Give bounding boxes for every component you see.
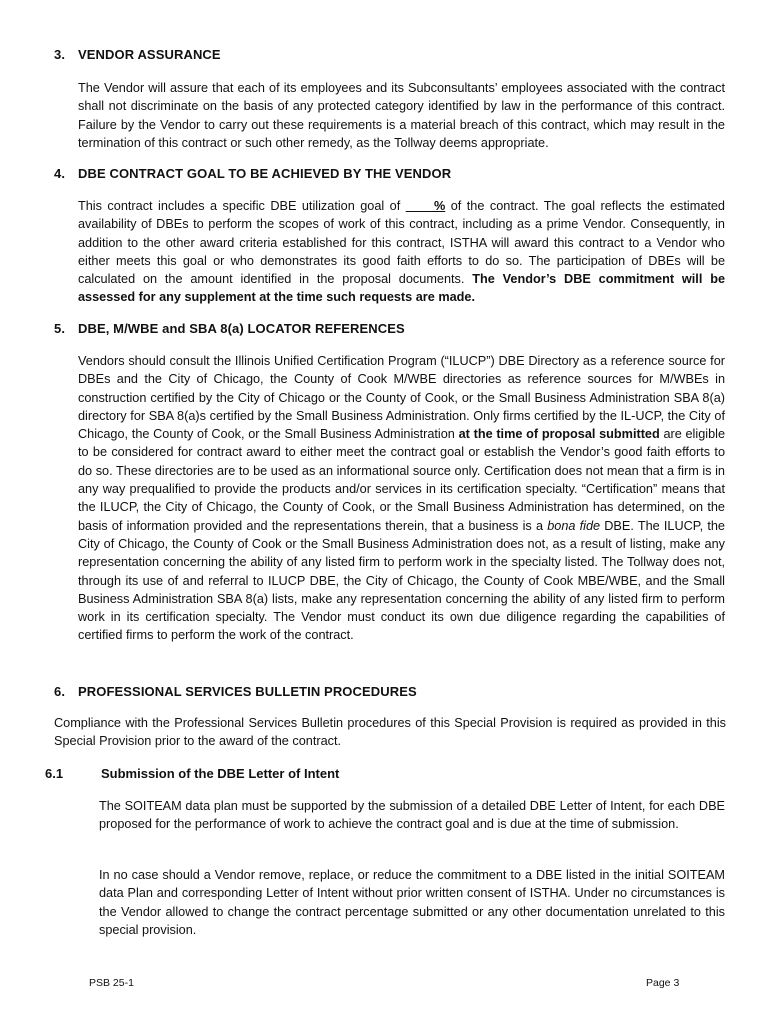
section-6-heading — [54, 684, 417, 699]
section-3-title: VENDOR ASSURANCE — [78, 47, 221, 62]
section-6-body: Compliance with the Professional Services Bulletin procedures of this Special Provision is required as provided in this Special Provision prior to the award of the contract. — [54, 716, 726, 749]
section-5-body — [78, 352, 725, 645]
section-6-title: PROFESSIONAL SERVICES BULLETIN PROCEDURES — [78, 684, 417, 699]
section-6-1-para-2: In no case should a Vendor remove, replace, or reduce the commitment to a DBE listed in the initial SOITEAM data Plan and corresponding Letter of Intent without prior written consent of ISTHA. Under no circumstances is the Vendor allowed to change the contract percentage submitted or any other documentation unrelated to this special provision. — [99, 868, 725, 937]
section-4-heading — [54, 166, 451, 181]
section-5-body-bold: at the time of proposal submitted — [458, 427, 660, 442]
dbe-goal-blank: ____% — [405, 199, 446, 213]
section-3-number: 3. — [54, 47, 66, 62]
section-4-body-bold: The Vendor’s DBE commitment will be assessed for any supplement at the time such requests are made. — [78, 272, 725, 305]
section-5-body-mid: are eligible to be considered for contract award to either meet the contract goal or establish the Vendor’s good faith efforts to do so. These directories are to be used as an informational source only. Certification does not mean that a firm is in any way prequalified to provide the products and/or services in its certification specialty. “Certification” means that the ILUCP, the City of Chicago, the County of Cook, or the Small Business Administration has determined, on the basis of information provided and the representations therein, that a business is a — [78, 427, 725, 533]
section-4-number: 4. — [54, 166, 66, 181]
section-5-body-italic: bona fide — [547, 518, 601, 533]
footer-doc-id: PSB 25-1 — [89, 977, 134, 989]
section-5-body-post: DBE. The ILUCP, the City of Chicago, the County of Cook or the Small Business Administration does not, as a result of listing, make any representation concerning the ability of any listed firm to perform work in the specialty listed. The Tollway does not, through its use of and referral to ILUCP DBE, the City of Chicago, the County of Cook MBE/WBE, and the Small Business Administration SBA 8(a) lists, make any representation concerning the ability of any listed firm to perform work in its certification specialty. The Vendor must conduct its own due diligence regarding the capabilities of certified firms to perform the work of the contract. — [78, 518, 725, 643]
section-5-title: DBE, M/WBE and SBA 8(a) LOCATOR REFERENCES — [78, 321, 405, 336]
footer-page-number: Page 3 — [646, 977, 680, 989]
section-6-number: 6. — [54, 684, 66, 699]
section-6-1-para-1: The SOITEAM data plan must be supported by the submission of a detailed DBE Letter of Intent, for each DBE proposed for the performance of work to achieve the contract goal and is due at the time of submission. — [99, 799, 725, 832]
section-3-body: The Vendor will assure that each of its employees and its Subconsultants’ employees associated with the contract shall not discriminate on the basis of any protected category identified by law in the performance of this contract. Failure by the Vendor to carry out these requirements is a material breach of this contract, which may result in the termination of this contract or such other remedy, as the Tollway deems appropriate. — [78, 81, 725, 150]
section-3-heading — [54, 47, 221, 62]
section-5-number: 5. — [54, 321, 66, 336]
section-6-1-number: 6.1 — [45, 766, 64, 781]
section-6-1-title: Submission of the DBE Letter of Intent — [101, 766, 340, 781]
section-4-body-pre: This contract includes a specific DBE utilization goal of — [78, 199, 406, 213]
section-4-body — [78, 197, 725, 307]
section-5-body-pre: Vendors should consult the Illinois Unified Certification Program (“ILUCP”) DBE Directory as a reference source for DBEs and the City of Chicago, the County of Cook M/WBE directories as reference sources for M/WBEs in construction certified by the City of Chicago or the County of Cook, or the Small Business Administration SBA 8(a) directory for SBA 8(a)s certified by the Small Business Administration. Only firms certified by the IL-UCP, the City of Chicago, the County of Cook, or the Small Business Administration — [78, 354, 725, 442]
section-4-title: DBE CONTRACT GOAL TO BE ACHIEVED BY THE VENDOR — [78, 166, 452, 181]
section-4-body-mid: of the contract. The goal reflects the estimated availability of DBEs to perform the scopes of work of this contract, including as a prime Vendor. Consequently, in addition to the other award criteria established for this contract, ISTHA will award this contract to a Vendor who either meets this goal or who demonstrates its good faith efforts to do so. The participation of DBEs will be calculated on the amount identified in the proposal documents. — [78, 199, 725, 287]
section-5-heading — [54, 321, 405, 336]
